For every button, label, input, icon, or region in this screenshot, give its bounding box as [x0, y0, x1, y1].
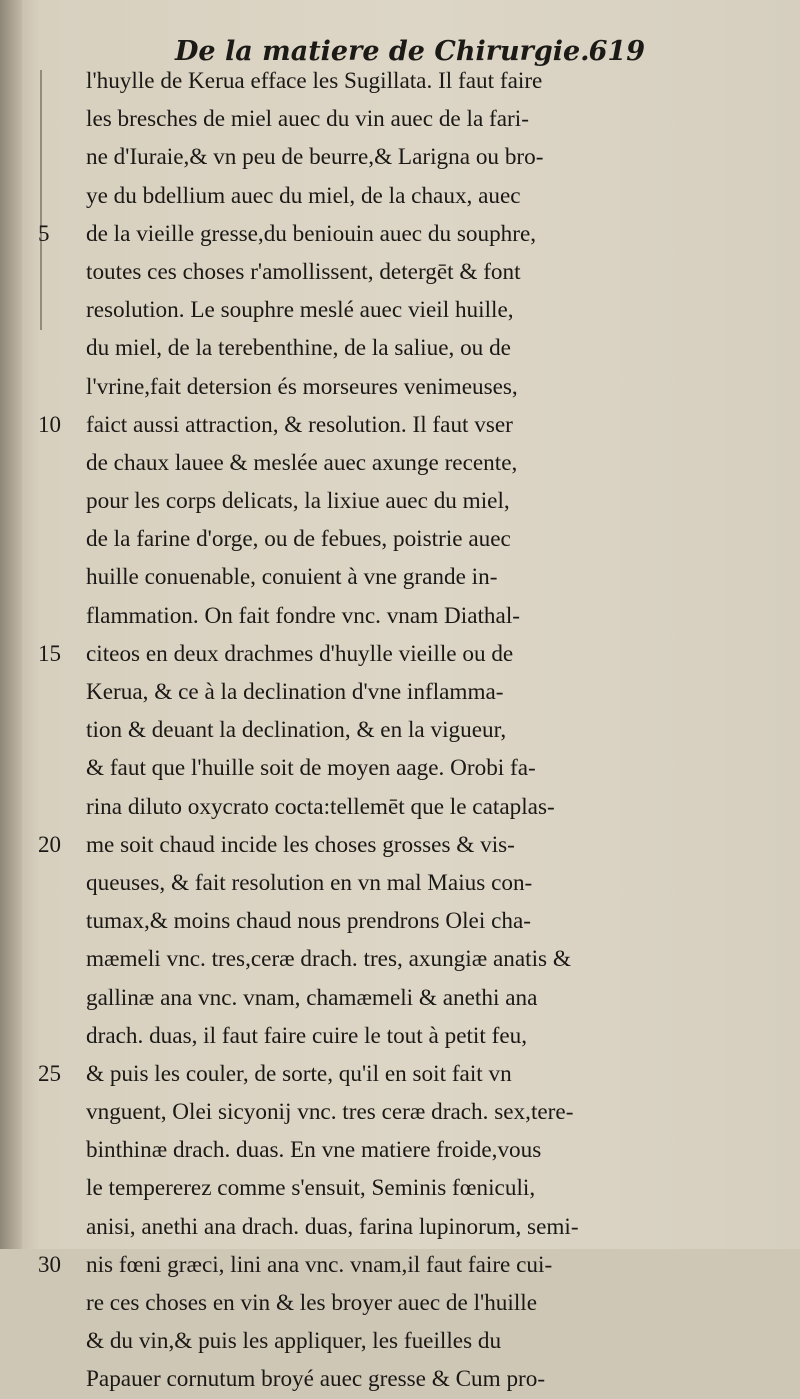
- line-text: nis fœni græci, lini ana vnc. vnam,il faut faire cui-: [86, 1251, 553, 1278]
- line-text: ne d'Iuraie,& vn peu de beurre,& Larigna ou bro-: [86, 144, 544, 171]
- text-line: [38, 1017, 678, 1055]
- line-text: vnguent, Olei sicyonij vnc. tres ceræ drach. sex,tere-: [86, 1099, 574, 1126]
- line-text: pour les corps delicats, la lixiue auec du miel,: [86, 488, 510, 515]
- line-number: 5: [38, 220, 50, 246]
- line-number: 20: [38, 831, 61, 857]
- line-text: tion & deuant la declination, & en la vigueur,: [86, 717, 507, 744]
- page-number: 619: [588, 36, 645, 67]
- line-text: Kerua, & ce à la declination d'vne inflamma-: [86, 679, 504, 705]
- line-text: citeos en deux drachmes d'huylle vieille ou de: [86, 640, 514, 667]
- line-text: anisi, anethi ana drach. duas, farina lupinorum, semi-: [86, 1213, 579, 1240]
- line-text: resolution. Le souphre meslé auec vieil huille,: [86, 297, 514, 324]
- text-line: [38, 673, 678, 711]
- body-text: [38, 62, 678, 1399]
- text-line: [38, 1131, 678, 1169]
- line-text: toutes ces choses r'amollissent, detergēt & font: [86, 258, 521, 285]
- text-line: [38, 1246, 678, 1284]
- line-text: huille conuenable, conuient à vne grande in-: [86, 564, 498, 591]
- text-line: [38, 864, 678, 902]
- running-title: De la matiere de Chirurgie.: [175, 36, 590, 67]
- line-text: & faut que l'huille soit de moyen aage. Orobi fa-: [86, 755, 536, 782]
- text-line: [38, 329, 678, 367]
- text-line: [38, 253, 678, 291]
- text-line: [38, 100, 678, 138]
- text-line: [38, 1055, 678, 1093]
- line-text: du miel, de la terebenthine, de la saliue, ou de: [86, 335, 511, 362]
- line-text: le tempererez comme s'ensuit, Seminis fœniculi,: [86, 1175, 536, 1202]
- text-line: [38, 177, 678, 215]
- text-line: [38, 368, 678, 406]
- line-text: queuses, & fait resolution en vn mal Maius con-: [86, 869, 533, 896]
- line-text: flammation. On fait fondre vnc. vnam Diathal-: [86, 602, 520, 629]
- text-line: [38, 1284, 678, 1322]
- text-line: [38, 1360, 678, 1398]
- line-text: l'huylle de Kerua efface les Sugillata. Il faut faire: [86, 68, 543, 94]
- text-line: [38, 1322, 678, 1360]
- line-number: 10: [38, 411, 61, 437]
- text-line: [38, 215, 678, 253]
- text-line: [38, 635, 678, 673]
- text-line: [38, 749, 678, 787]
- line-number: 15: [38, 640, 61, 666]
- line-text: de la vieille gresse,du beniouin auec du souphre,: [86, 220, 537, 247]
- text-line: [38, 902, 678, 940]
- text-line: [38, 711, 678, 749]
- text-line: [38, 520, 678, 558]
- line-text: drach. duas, il faut faire cuire le tout à petit feu,: [86, 1022, 528, 1049]
- text-line: [38, 597, 678, 635]
- line-text: l'vrine,fait detersion és morseures venimeuses,: [86, 373, 518, 400]
- text-line: [38, 979, 678, 1017]
- line-text: tumax,& moins chaud nous prendrons Olei cha-: [86, 908, 531, 935]
- line-text: de chaux lauee & meslée auec axunge recente,: [86, 449, 518, 476]
- line-text: binthinæ drach. duas. En vne matiere froide,vous: [86, 1137, 542, 1164]
- line-text: rina diluto oxycrato cocta:tellemēt que le cataplas-: [86, 793, 555, 820]
- line-number: 25: [38, 1060, 61, 1086]
- line-text: mæmeli vnc. tres,ceræ drach. tres, axungiæ anatis &: [86, 946, 571, 973]
- text-line: [38, 826, 678, 864]
- page-gutter-shadow: [0, 0, 22, 1249]
- line-number: 30: [38, 1251, 61, 1277]
- text-line: [38, 1169, 678, 1207]
- line-text: faict aussi attraction, & resolution. Il faut vser: [86, 411, 513, 438]
- line-text: ye du bdellium auec du miel, de la chaux, auec: [86, 182, 521, 209]
- line-text: & puis les couler, de sorte, qu'il en soit fait vn: [86, 1060, 512, 1087]
- text-line: [38, 444, 678, 482]
- text-line: [38, 1093, 678, 1131]
- line-text: & du vin,& puis les appliquer, les fueilles du: [86, 1328, 502, 1355]
- line-text: de la farine d'orge, ou de febues, poistrie auec: [86, 526, 511, 553]
- text-line: [38, 788, 678, 826]
- text-line: [38, 1208, 678, 1246]
- text-line: [38, 558, 678, 596]
- text-line: [38, 940, 678, 978]
- text-line: [38, 291, 678, 329]
- text-line: [38, 482, 678, 520]
- line-text: les bresches de miel auec du vin auec de la fari-: [86, 106, 529, 133]
- line-text: re ces choses en vin & les broyer auec de l'huille: [86, 1290, 538, 1316]
- line-text: me soit chaud incide les choses grosses & vis-: [86, 831, 515, 858]
- text-line: [38, 62, 678, 100]
- text-line: [38, 406, 678, 444]
- text-line: [38, 138, 678, 176]
- line-text: gallinæ ana vnc. vnam, chamæmeli & anethi ana: [86, 984, 538, 1011]
- line-text: Papauer cornutum broyé auec gresse & Cum pro-: [86, 1366, 546, 1393]
